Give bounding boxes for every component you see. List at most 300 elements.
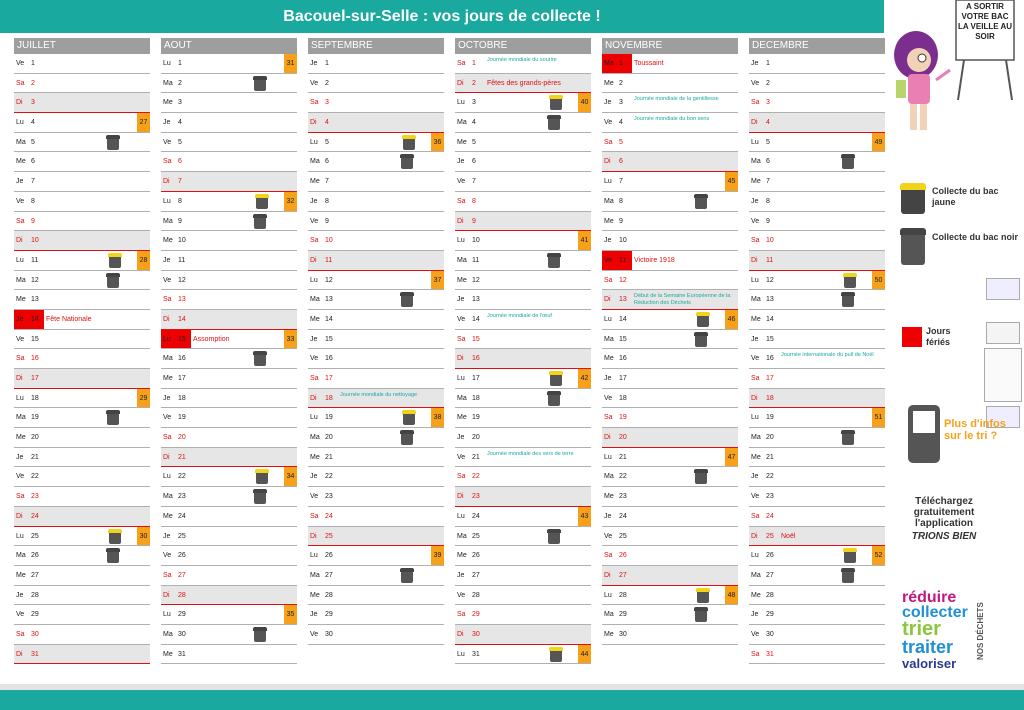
day-row	[308, 231, 444, 251]
day-name: Je	[310, 473, 318, 481]
app-more-info: Plus d'infos sur le tri ?	[944, 418, 1006, 442]
day-row	[308, 487, 444, 507]
day-number: 7	[178, 178, 182, 186]
slogan-side: NOS DÉCHETS	[976, 602, 985, 660]
day-number: 30	[178, 630, 186, 638]
day-row	[161, 566, 297, 586]
day-row	[455, 625, 591, 645]
day-number: 8	[472, 197, 476, 205]
day-row	[749, 152, 885, 172]
day-number: 20	[178, 434, 186, 442]
day-row	[455, 231, 591, 251]
black-bin-icon	[841, 430, 855, 445]
day-row	[455, 586, 591, 606]
day-number: 27	[619, 571, 627, 579]
day-name: Ma	[163, 493, 173, 501]
day-row	[161, 212, 297, 232]
day-name: Je	[751, 611, 759, 619]
day-name: Lu	[310, 276, 318, 284]
day-number: 1	[619, 60, 623, 67]
day-name: Je	[163, 256, 171, 264]
week-number: 37	[431, 271, 444, 290]
day-row	[161, 605, 297, 625]
month-header: JUILLET	[14, 38, 150, 54]
day-row	[602, 546, 738, 566]
day-number: 4	[178, 119, 182, 127]
day-name: Sa	[163, 434, 172, 442]
day-number: 1	[178, 60, 182, 67]
day-row	[161, 428, 297, 448]
day-name: Je	[163, 394, 171, 402]
day-name: Lu	[457, 650, 465, 658]
day-number: 2	[178, 79, 182, 87]
day-name: Me	[604, 630, 614, 638]
day-event: Journée mondiale du nettoyage	[340, 391, 418, 398]
day-name: Di	[16, 99, 23, 107]
day-row	[749, 133, 885, 153]
week-number: 33	[284, 330, 297, 349]
day-name: Lu	[751, 138, 759, 146]
day-number: 13	[472, 296, 480, 304]
day-row	[455, 290, 591, 310]
day-name: Ma	[604, 473, 614, 481]
day-event: Journée mondiale du bon sens	[634, 116, 710, 123]
yellow-bin-icon	[843, 273, 857, 288]
day-row	[455, 54, 591, 74]
day-number: 14	[766, 315, 774, 323]
day-event: Début de la Semaine Européenne de la Réduction des Déchets	[634, 293, 731, 307]
day-row	[455, 369, 591, 389]
day-number: 11	[178, 256, 186, 264]
slogan	[902, 590, 968, 671]
app-name: TRIONS BIEN	[911, 531, 977, 542]
day-row	[602, 310, 738, 330]
thumbnail-3	[984, 348, 1022, 402]
thumbnail-1	[986, 278, 1020, 300]
day-name: Sa	[751, 99, 760, 107]
day-name: Me	[16, 434, 26, 442]
day-row	[749, 251, 885, 271]
day-name: Je	[604, 237, 612, 245]
day-name: Je	[751, 473, 759, 481]
day-name: Ve	[16, 611, 25, 619]
month-column	[749, 38, 885, 664]
day-row	[602, 586, 738, 606]
day-name: Di	[310, 532, 317, 540]
day-row	[161, 192, 297, 212]
day-row	[308, 546, 444, 566]
day-number: 3	[619, 99, 623, 107]
day-row	[455, 113, 591, 133]
day-number: 2	[766, 79, 770, 87]
day-number: 6	[472, 158, 476, 166]
day-name: Je	[751, 60, 759, 67]
day-number: 6	[31, 158, 35, 166]
day-number: 15	[619, 335, 627, 343]
day-number: 15	[325, 335, 333, 343]
day-name: Di	[457, 493, 464, 501]
day-row	[308, 586, 444, 606]
day-row	[455, 605, 591, 625]
day-name: Di	[604, 571, 611, 579]
day-number: 12	[178, 276, 186, 284]
day-name: Me	[604, 217, 614, 225]
day-name: Ma	[310, 296, 320, 304]
day-row	[14, 152, 150, 172]
yellow-bin-icon	[255, 194, 269, 209]
black-bin-icon	[694, 607, 708, 622]
day-row	[161, 152, 297, 172]
month-column	[455, 38, 591, 664]
day-name: Sa	[163, 158, 172, 166]
day-name: Ve	[163, 414, 172, 422]
day-number: 19	[619, 414, 627, 422]
day-event: Journée mondiale du sourire	[487, 57, 557, 63]
day-number: 9	[178, 217, 182, 225]
day-number: 27	[178, 571, 186, 579]
day-name: Lu	[163, 611, 171, 619]
day-number: 10	[766, 237, 774, 245]
day-row	[308, 192, 444, 212]
day-event: Noël	[781, 532, 796, 540]
day-name: Sa	[310, 237, 319, 245]
day-name: Je	[457, 296, 465, 304]
day-number: 9	[619, 217, 623, 225]
day-number: 18	[472, 394, 480, 402]
day-name: Sa	[457, 473, 466, 481]
day-row	[14, 527, 150, 547]
day-number: 3	[766, 99, 770, 107]
day-event: Journée mondiale de la gentillesse	[634, 96, 719, 103]
day-name: Lu	[16, 394, 24, 402]
day-name: Sa	[163, 296, 172, 304]
day-number: 9	[325, 217, 329, 225]
day-row	[602, 113, 738, 133]
day-row	[749, 645, 885, 665]
day-name: Me	[163, 512, 173, 520]
day-number: 20	[325, 434, 333, 442]
day-number: 10	[178, 237, 186, 245]
day-number: 29	[766, 611, 774, 619]
day-name: Ve	[163, 276, 172, 284]
day-row	[308, 330, 444, 350]
day-number: 19	[178, 414, 186, 422]
day-number: 9	[472, 217, 476, 225]
day-number: 3	[31, 99, 35, 107]
day-number: 18	[619, 394, 627, 402]
day-name: Me	[310, 591, 320, 599]
day-row	[14, 507, 150, 527]
day-row	[602, 389, 738, 409]
black-bin-icon	[694, 332, 708, 347]
day-name: Je	[457, 571, 465, 579]
day-number: 18	[325, 394, 333, 402]
day-row	[14, 251, 150, 271]
day-name: Sa	[457, 197, 466, 205]
day-name: Je	[457, 158, 465, 166]
day-row	[749, 271, 885, 291]
day-name: Me	[604, 493, 614, 501]
day-name: Ve	[457, 591, 466, 599]
day-row	[308, 389, 444, 409]
black-bin-icon	[694, 194, 708, 209]
day-row	[455, 152, 591, 172]
day-row	[749, 54, 885, 74]
week-number: 31	[284, 54, 297, 73]
day-row	[602, 192, 738, 212]
day-number: 17	[472, 375, 480, 382]
day-number: 1	[31, 60, 35, 67]
day-row	[749, 566, 885, 586]
day-name: Ma	[457, 256, 467, 264]
day-row	[161, 172, 297, 192]
day-name: Sa	[163, 571, 172, 579]
day-number: 16	[178, 355, 186, 363]
day-number: 21	[325, 453, 333, 461]
day-event: Toussaint	[634, 60, 664, 67]
day-name: Ve	[310, 630, 319, 638]
day-name: Me	[751, 453, 761, 461]
day-row	[749, 467, 885, 487]
day-number: 28	[766, 591, 774, 599]
day-number: 19	[766, 414, 774, 422]
day-number: 15	[31, 335, 39, 343]
thumbnail-2	[986, 322, 1020, 344]
day-row	[455, 310, 591, 330]
month-column	[14, 38, 150, 664]
app-download-text: Téléchargez gratuitement l'application	[913, 496, 975, 529]
day-name: Ma	[163, 217, 173, 225]
day-number: 19	[325, 414, 333, 422]
black-bin-icon	[400, 430, 414, 445]
day-number: 7	[325, 178, 329, 186]
day-number: 10	[325, 237, 333, 245]
black-bin-icon	[253, 627, 267, 642]
day-row	[455, 507, 591, 527]
day-row	[749, 428, 885, 448]
day-number: 5	[325, 138, 329, 146]
day-name: Di	[310, 394, 317, 402]
day-number: 22	[619, 473, 627, 481]
day-name: Ma	[457, 119, 467, 127]
day-row	[161, 546, 297, 566]
day-row	[602, 625, 738, 645]
week-number: 30	[137, 527, 150, 546]
day-name: Ma	[16, 414, 26, 422]
day-name: Ve	[751, 79, 760, 87]
day-row	[308, 133, 444, 153]
day-row	[14, 133, 150, 153]
day-row	[602, 330, 738, 350]
day-row	[14, 74, 150, 94]
day-name: Di	[457, 630, 464, 638]
day-row	[14, 428, 150, 448]
day-number: 14	[178, 315, 186, 323]
day-name: Lu	[16, 256, 24, 264]
day-row	[161, 310, 297, 330]
day-row	[308, 527, 444, 547]
day-row	[602, 448, 738, 468]
day-name: Lu	[457, 99, 465, 107]
week-number: 44	[578, 645, 591, 664]
day-row	[14, 330, 150, 350]
day-event: Assomption	[193, 335, 230, 343]
day-number: 8	[325, 197, 329, 205]
day-number: 21	[619, 453, 627, 461]
day-number: 2	[31, 79, 35, 87]
day-row	[308, 54, 444, 74]
day-number: 25	[325, 532, 333, 540]
day-row	[455, 389, 591, 409]
day-name: Ve	[163, 138, 172, 146]
day-row	[308, 605, 444, 625]
day-number: 11	[766, 256, 774, 264]
week-number: 51	[872, 408, 885, 427]
day-name: Lu	[457, 512, 465, 520]
day-number: 30	[619, 630, 627, 638]
day-row	[749, 448, 885, 468]
day-number: 3	[178, 99, 182, 107]
day-row	[455, 487, 591, 507]
day-name: Di	[310, 119, 317, 127]
day-number: 26	[178, 552, 186, 560]
day-row	[749, 369, 885, 389]
day-number: 2	[619, 79, 623, 87]
day-number: 30	[325, 630, 333, 638]
day-name: Di	[604, 434, 611, 442]
day-row	[749, 389, 885, 409]
day-number: 28	[31, 591, 39, 599]
day-name: Me	[457, 414, 467, 422]
black-bin-icon	[106, 548, 120, 563]
day-name: Lu	[457, 237, 465, 245]
day-name: Me	[751, 178, 761, 186]
day-name: Di	[457, 355, 464, 363]
day-row	[14, 448, 150, 468]
day-name: Lu	[604, 315, 612, 323]
day-row	[749, 487, 885, 507]
black-bin-icon	[106, 410, 120, 425]
day-row	[602, 133, 738, 153]
day-row	[455, 566, 591, 586]
day-name: Sa	[457, 60, 466, 67]
day-row	[161, 645, 297, 665]
day-name: Ve	[604, 394, 613, 402]
day-row	[161, 527, 297, 547]
day-row	[308, 93, 444, 113]
day-row	[308, 428, 444, 448]
week-number: 45	[725, 172, 738, 191]
day-row	[308, 152, 444, 172]
black-bin-icon	[253, 351, 267, 366]
day-number: 24	[766, 512, 774, 520]
day-number: 22	[325, 473, 333, 481]
day-name: Me	[604, 355, 614, 363]
yellow-bin-icon	[402, 135, 416, 150]
day-name: Di	[457, 79, 464, 87]
day-row	[455, 349, 591, 369]
day-row	[161, 271, 297, 291]
day-row	[602, 152, 738, 172]
black-bin-icon	[400, 292, 414, 307]
day-row	[602, 290, 738, 310]
day-row	[14, 645, 150, 665]
day-number: 14	[472, 315, 480, 323]
day-name: Ve	[457, 315, 466, 323]
day-name: Sa	[751, 650, 760, 658]
day-number: 3	[472, 99, 476, 107]
day-number: 22	[31, 473, 39, 481]
day-name: Di	[163, 591, 170, 599]
day-number: 26	[472, 552, 480, 560]
day-name: Me	[310, 453, 320, 461]
day-row	[308, 271, 444, 291]
day-name: Lu	[751, 276, 759, 284]
day-number: 29	[31, 611, 39, 619]
day-number: 16	[619, 355, 627, 363]
day-name: Di	[751, 532, 758, 540]
day-name: Je	[457, 434, 465, 442]
day-row	[455, 172, 591, 192]
day-name: Ve	[751, 217, 760, 225]
day-number: 24	[472, 512, 480, 520]
day-number: 20	[472, 434, 480, 442]
day-number: 14	[31, 315, 39, 323]
day-event: Fête Nationale	[46, 315, 92, 323]
day-number: 12	[766, 276, 774, 284]
day-row	[14, 408, 150, 428]
day-row	[749, 586, 885, 606]
day-row	[14, 290, 150, 310]
month-header: DECEMBRE	[749, 38, 885, 54]
page-title: Bacouel-sur-Selle : vos jours de collecte !	[0, 0, 884, 33]
day-row	[308, 566, 444, 586]
day-row	[749, 192, 885, 212]
week-number: 41	[578, 231, 591, 250]
day-row	[161, 133, 297, 153]
day-row	[14, 231, 150, 251]
day-name: Me	[751, 315, 761, 323]
day-name: Me	[310, 178, 320, 186]
day-name: Je	[751, 197, 759, 205]
day-name: Ma	[751, 571, 761, 579]
day-name: Me	[163, 237, 173, 245]
week-number: 35	[284, 605, 297, 624]
yellow-bin-icon	[549, 647, 563, 662]
day-name: Je	[310, 197, 318, 205]
day-number: 14	[619, 315, 627, 323]
day-number: 13	[619, 296, 627, 304]
day-number: 22	[472, 473, 480, 481]
slogan-line: valoriser	[902, 656, 957, 671]
black-bin-icon	[547, 115, 561, 130]
day-number: 1	[766, 60, 770, 67]
black-bin-icon	[841, 292, 855, 307]
week-number: 39	[431, 546, 444, 565]
day-number: 17	[766, 375, 774, 382]
day-row	[749, 408, 885, 428]
legend-holiday: Jours fériés	[926, 326, 951, 347]
day-row	[602, 487, 738, 507]
day-row	[161, 54, 297, 74]
day-name: Ve	[604, 532, 613, 540]
day-number: 2	[325, 79, 329, 87]
day-row	[308, 349, 444, 369]
yellow-bin-icon	[549, 95, 563, 110]
day-number: 13	[178, 296, 186, 304]
day-name: Ma	[604, 197, 614, 205]
day-row	[308, 113, 444, 133]
